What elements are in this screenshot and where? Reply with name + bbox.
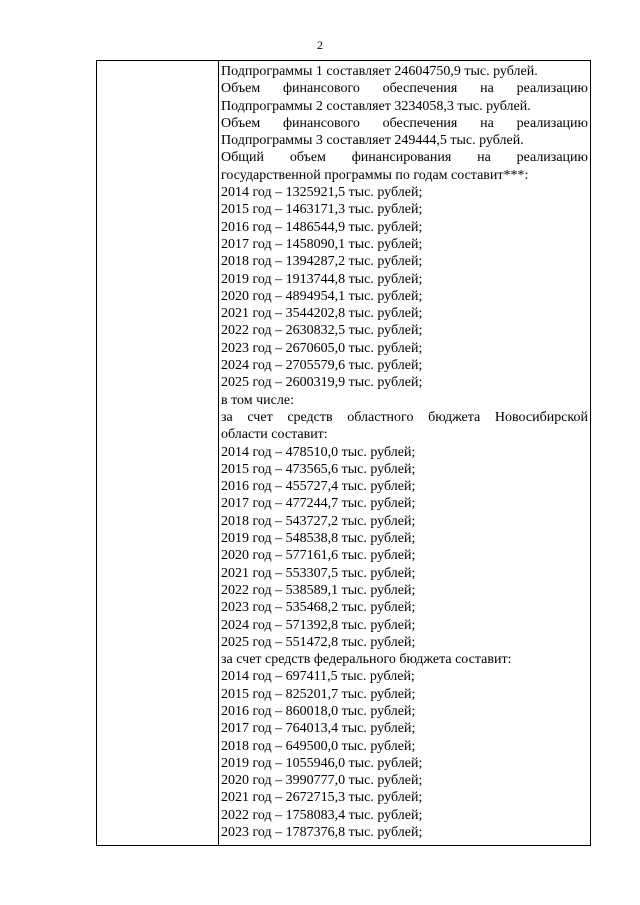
text-line: Объем финансового обеспечения на реализацию [221,81,588,97]
text-line: 2025 год – 551472,8 тыс. рублей; [221,634,416,650]
text-line: Подпрограммы 2 составляет 3234058,3 тыс. рублей. [221,98,531,114]
text-line: 2016 год – 1486544,9 тыс. рублей; [221,219,423,235]
text-line: 2014 год – 478510,0 тыс. рублей; [221,444,416,460]
text-line: 2020 год – 3990777,0 тыс. рублей; [221,773,423,789]
text-line: Общий объем финансирования на реализацию [221,150,588,166]
text-line: 2014 год – 697411,5 тыс. рублей; [221,669,415,685]
text-line: 2014 год – 1325921,5 тыс. рублей; [221,185,423,201]
text-line: 2025 год – 2600319,9 тыс. рублей; [221,375,423,391]
text-line: 2022 год – 1758083,4 тыс. рублей; [221,807,423,823]
text-line: 2017 год – 1458090,1 тыс. рублей; [221,236,423,252]
text-line: 2018 год – 649500,0 тыс. рублей; [221,738,416,754]
page-number: 2 [317,38,323,52]
text-line: 2021 год – 553307,5 тыс. рублей; [221,565,416,581]
text-line: области составит: [221,427,328,443]
text-line: Подпрограммы 1 составляет 24604750,9 тыс. рублей. [221,64,538,79]
text-line: 2016 год – 860018,0 тыс. рублей; [221,703,416,719]
text-line: 2023 год – 1787376,8 тыс. рублей; [221,825,423,841]
text-line: 2023 год – 2670605,0 тыс. рублей; [221,340,423,356]
table-column-divider [218,61,219,845]
text-line: 2015 год – 473565,6 тыс. рублей; [221,461,416,477]
text-line: 2023 год – 535468,2 тыс. рублей; [221,600,416,616]
text-line: 2024 год – 2705579,6 тыс. рублей; [221,358,423,374]
text-line: государственной программы по годам составит***: [221,167,529,183]
text-line: 2015 год – 1463171,3 тыс. рублей; [221,202,423,218]
document-table [96,60,591,846]
text-line: 2020 год – 577161,6 тыс. рублей; [221,548,416,564]
text-line: 2016 год – 455727,4 тыс. рублей; [221,479,416,495]
text-line: 2019 год – 1055946,0 тыс. рублей; [221,755,423,771]
text-line: 2021 год – 3544202,8 тыс. рублей; [221,306,423,322]
text-line: 2017 год – 477244,7 тыс. рублей; [221,496,416,512]
text-line: за счет средств федерального бюджета составит: [221,652,512,668]
text-line: 2018 год – 543727,2 тыс. рублей; [221,513,416,529]
text-line: 2018 год – 1394287,2 тыс. рублей; [221,254,423,270]
text-line: Подпрограммы 3 составляет 249444,5 тыс. рублей. [221,133,524,149]
text-line: 2015 год – 825201,7 тыс. рублей; [221,686,416,702]
text-line: 2017 год – 764013,4 тыс. рублей; [221,721,416,737]
text-line: 2024 год – 571392,8 тыс. рублей; [221,617,416,633]
text-line: Объем финансового обеспечения на реализацию [221,115,588,131]
text-line: 2021 год – 2672715,3 тыс. рублей; [221,790,423,806]
text-line: 2019 год – 548538,8 тыс. рублей; [221,531,416,547]
text-line: в том числе: [221,392,294,408]
text-line: 2022 год – 538589,1 тыс. рублей; [221,582,416,598]
text-line: за счет средств областного бюджета Новосибирской [221,409,588,425]
text-line: 2020 год – 4894954,1 тыс. рублей; [221,288,423,304]
text-line: 2019 год – 1913744,8 тыс. рублей; [221,271,423,287]
text-line: 2022 год – 2630832,5 тыс. рублей; [221,323,423,339]
table-right-cell [221,63,588,841]
